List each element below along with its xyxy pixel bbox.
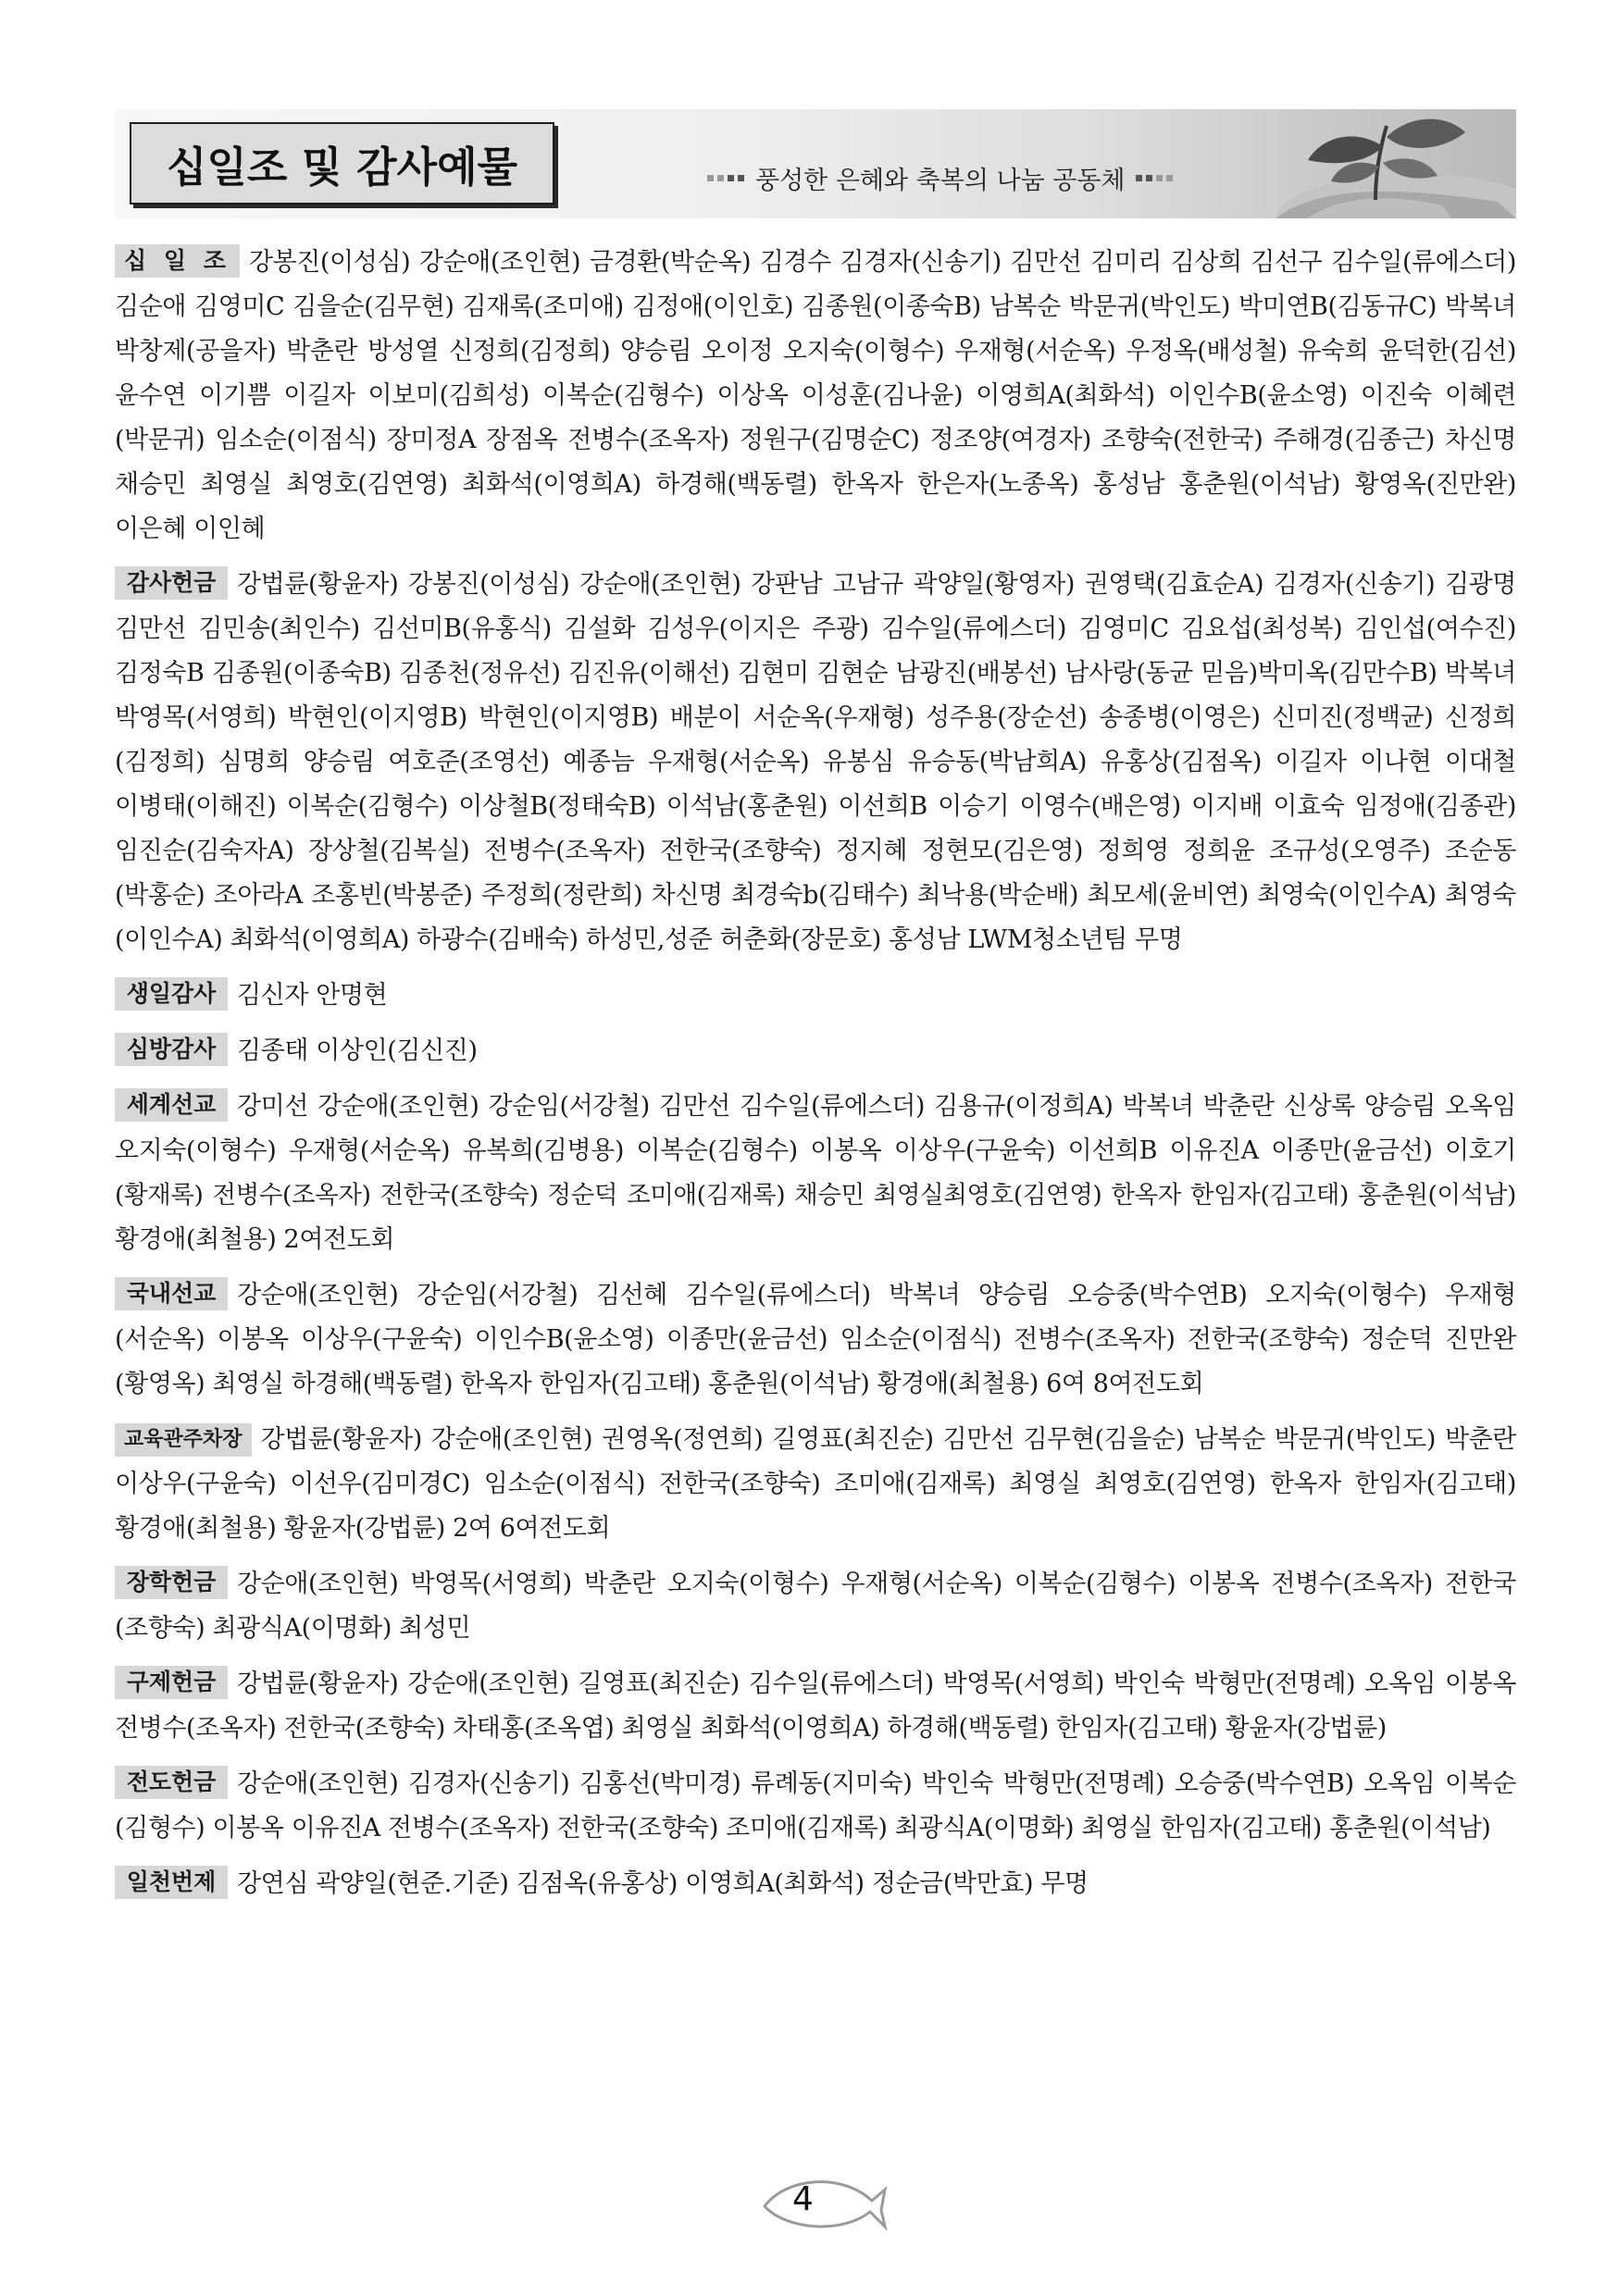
section-label: 감사헌금 <box>115 566 228 600</box>
names-line: (이인수A) 최화석(이영희A) 하광수(김배숙) 하성민,성준 허춘화(장문호) 홍성남 LWM청소년팀 무명 <box>115 925 1183 954</box>
names-line: 강연심 곽양일(현준.기준) 김점옥(유홍상) 이영희A(최화석) 정순금(박만효) 무명 <box>237 1869 1089 1898</box>
names-line: 강미선 강순애(조인현) 강순임(서강철) 김만선 김수일(류에스더) 김용규(이정희A) 박복녀 박춘란 신상록 양승림 오옥임 <box>237 1092 1516 1121</box>
section-label: 생일감사 <box>115 977 228 1011</box>
section-label: 국내선교 <box>115 1277 228 1310</box>
section-label: 장학헌금 <box>115 1566 228 1599</box>
fish-icon <box>759 2169 889 2234</box>
page-subtitle <box>707 159 1173 196</box>
section-thanksgiving <box>115 563 1516 962</box>
section-parking <box>115 1418 1516 1551</box>
names-line: (황영옥) 최영실 하경해(백동렬) 한옥자 한임자(김고태) 홍춘원(이석남) 황경애(최철용) 6여 8여전도회 <box>115 1370 1204 1398</box>
names-line: 김종태 이상인(김신진) <box>237 1036 478 1065</box>
names-line: 김만선 김민송(최인수) 김선미B(유홍식) 김설화 김성우(이지은 주광) 김수일(류에스더) 김영미C 김요섭(최성복) 김인섭(여수진) <box>115 614 1516 643</box>
names-line: 강법륜(황윤자) 강봉진(이성심) 강순애(조인현) 강판남 고남규 곽양일(황영자) 권영택(김효순A) 김경자(신송기) 김광명 <box>237 570 1516 599</box>
offering-list <box>115 241 1516 1917</box>
section-evangelism <box>115 1762 1516 1851</box>
names-line: 박영목(서영희) 박현인(이지영B) 박현인(이지영B) 배분이 서순옥(우재형) 성주용(장순선) 송종병(이영은) 신미진(정백균) 신정희 <box>115 703 1516 732</box>
names-line: (박홍순) 조아라A 조홍빈(박봉준) 주정희(정란희) 차신명 최경숙b(김태수) 최낙용(박순배) 최모세(윤비연) 최영숙(이인수A) 최영숙 <box>115 881 1516 910</box>
names-line: 채승민 최영실 최영호(김연영) 최화석(이영희A) 하경해(백동렬) 한옥자 한은자(노종옥) 홍성남 홍춘원(이석남) 황영옥(진만완) <box>115 470 1516 499</box>
names-line: (박문귀) 임소순(이점식) 장미정A 장점옥 전병수(조옥자) 정원구(김명순C) 정조양(여경자) 조향숙(전한국) 주해경(김종근) 차신명 <box>115 426 1516 454</box>
names-line: 김신자 안명현 <box>237 981 388 1010</box>
section-world-mission <box>115 1085 1516 1262</box>
page-header <box>115 109 1516 218</box>
dots-left-icon <box>707 175 744 181</box>
names-line: 김순애 김영미C 김을순(김무현) 김재록(조미애) 김정애(이인호) 김종원(이종숙B) 남복순 박문귀(박인도) 박미연B(김동규C) 박복녀 <box>115 292 1516 321</box>
section-label: 심방감사 <box>115 1033 228 1066</box>
page-title: 십일조 및 감사예물 <box>130 122 554 205</box>
subtitle-text: 풍성한 은혜와 축복의 나눔 공동체 <box>755 166 1126 195</box>
names-line: (서순옥) 이봉옥 이상우(구윤숙) 이인수B(윤소영) 이종만(윤금선) 임소순(이점식) 전병수(조옥자) 전한국(조향숙) 정순덕 진만완 <box>115 1325 1516 1354</box>
names-line: 강법륜(황윤자) 강순애(조인현) 길영표(최진순) 김수일(류에스더) 박영목(서영희) 박인숙 박형만(전명례) 오옥임 이봉옥 <box>237 1669 1516 1698</box>
section-tithe <box>115 241 1516 552</box>
names-line: 강순애(조인현) 김경자(신송기) 김홍선(박미경) 류례동(지미숙) 박인숙 박형만(전명례) 오승중(박수연B) 오옥임 이복순 <box>237 1769 1516 1798</box>
section-label: 구제헌금 <box>115 1666 228 1699</box>
names-line: 황경애(최철용) 2여전도회 <box>115 1225 395 1254</box>
section-scholarship <box>115 1562 1516 1651</box>
names-line: 강법륜(황윤자) 강순애(조인현) 권영옥(정연희) 길영표(최진순) 김만선 김무현(김을순) 남복순 박문귀(박인도) 박춘란 <box>260 1425 1516 1454</box>
names-line: (황재록) 전병수(조옥자) 전한국(조향숙) 정순덕 조미애(김재록) 채승민 최영실최영호(김연영) 한옥자 한임자(김고태) 홍춘원(이석남) <box>115 1181 1516 1210</box>
plant-in-hands-icon <box>1220 109 1516 218</box>
section-thousand-offering <box>115 1862 1516 1906</box>
section-domestic-mission <box>115 1273 1516 1407</box>
page-number <box>759 2169 889 2234</box>
names-line: 전병수(조옥자) 전한국(조향숙) 차태홍(조옥엽) 최영실 최화석(이영희A) 하경해(백동렬) 한임자(김고태) 황윤자(강법륜) <box>115 1714 1387 1743</box>
page-number-text: 4 <box>792 2180 814 2218</box>
section-label: 십 일 조 <box>115 244 240 278</box>
names-line: (김정희) 심명희 양승림 여호준(조영선) 예종늠 우재형(서순옥) 유봉심 유승동(박남희A) 유홍상(김점옥) 이길자 이나현 이대철 <box>115 748 1516 776</box>
names-line: (김형수) 이봉옥 이유진A 전병수(조옥자) 전한국(조향숙) 조미애(김재록) 최광식A(이명화) 최영실 한임자(김고태) 홍춘원(이석남) <box>115 1814 1491 1843</box>
names-line: 강봉진(이성심) 강순애(조인현) 금경환(박순옥) 김경수 김경자(신송기) 김만선 김미리 김상희 김선구 김수일(류에스더) <box>248 248 1516 277</box>
section-visitation <box>115 1029 1516 1074</box>
dots-right-icon <box>1136 175 1173 181</box>
names-line: 강순애(조인현) 박영목(서영희) 박춘란 오지숙(이형수) 우재형(서순옥) 이복순(김형수) 이봉옥 전병수(조옥자) 전한국 <box>237 1570 1516 1598</box>
names-line: 이은혜 이인혜 <box>115 515 266 543</box>
names-line: 강순애(조인현) 강순임(서강철) 김선혜 김수일(류에스더) 박복녀 양승림 오승중(박수연B) 오지숙(이형수) 우재형 <box>237 1281 1516 1309</box>
names-line: 임진순(김숙자A) 장상철(김복실) 전병수(조옥자) 전한국(조향숙) 정지혜 정현모(김은영) 정희영 정희윤 조규성(오영주) 조순동 <box>115 837 1516 865</box>
section-label: 일천번제 <box>115 1866 228 1899</box>
names-line: 오지숙(이형수) 우재형(서순옥) 유복희(김병용) 이복순(김형수) 이봉옥 이상우(구윤숙) 이선희B 이유진A 이종만(윤금선) 이호기 <box>115 1136 1516 1165</box>
names-line: 이병태(이해진) 이복순(김형수) 이상철B(정태숙B) 이석남(홍춘원) 이선희B 이승기 이영수(배은영) 이지배 이효숙 임정애(김종관) <box>115 792 1516 821</box>
section-label: 전도헌금 <box>115 1766 228 1799</box>
names-line: 김정숙B 김종원(이종숙B) 김종천(정유선) 김진유(이해선) 김현미 김현순 남광진(배봉선) 남사랑(동균 믿음)박미옥(김만수B) 박복녀 <box>115 659 1516 688</box>
names-line: 박창제(공을자) 박춘란 방성열 신정희(김정희) 양승림 오이정 오지숙(이형수) 우재형(서순옥) 우정옥(배성철) 유숙희 윤덕한(김선) <box>115 337 1516 366</box>
section-label: 세계선교 <box>115 1088 228 1122</box>
section-birthday <box>115 974 1516 1018</box>
names-line: 윤수연 이기쁨 이길자 이보미(김희성) 이복순(김형수) 이상옥 이성훈(김나윤) 이영희A(최화석) 이인수B(윤소영) 이진숙 이혜련 <box>115 381 1516 410</box>
names-line: (조향숙) 최광식A(이명화) 최성민 <box>115 1614 471 1643</box>
names-line: 황경애(최철용) 황윤자(강법륜) 2여 6여전도회 <box>115 1514 611 1543</box>
names-line: 이상우(구윤숙) 이선우(김미경C) 임소순(이점식) 전한국(조향숙) 조미애(김재록) 최영실 최영호(김연영) 한옥자 한임자(김고태) <box>115 1470 1516 1498</box>
section-relief <box>115 1662 1516 1751</box>
section-label: 교육관주차장 <box>115 1423 252 1457</box>
